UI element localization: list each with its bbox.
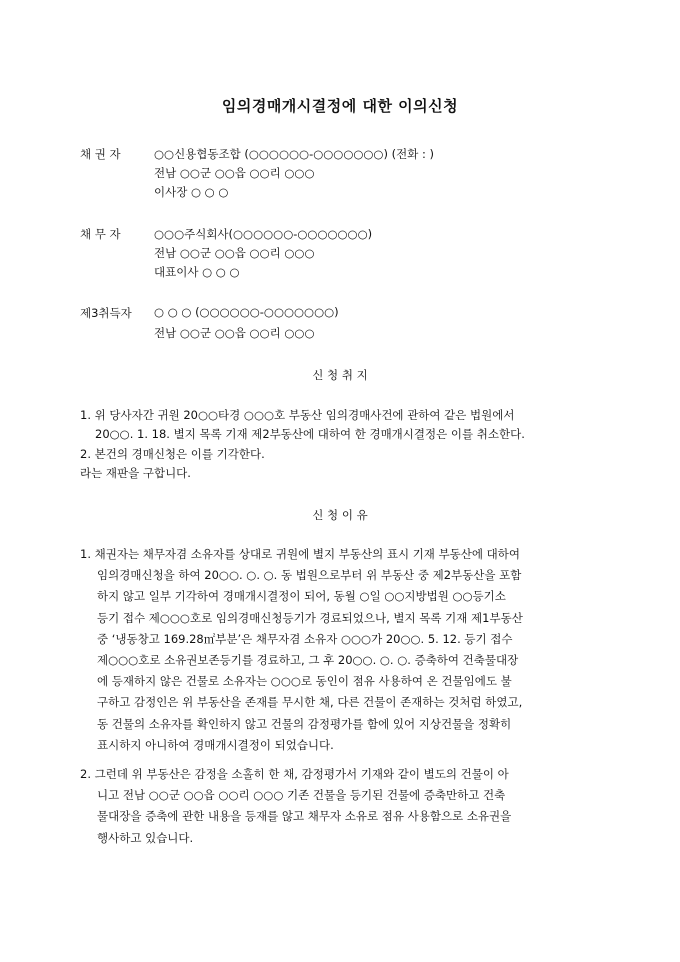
reason-2-line: 물대장을 증축에 관한 내용을 등재를 않고 채무자 소유로 점유 사용함으로 소유권을 xyxy=(97,809,512,824)
reason-1-line: 1. 채권자는 채무자겸 소유자를 상대로 귀원에 별지 부동산의 표시 기재 부동산에 대하여 xyxy=(80,547,520,561)
debtor-label: 채 무 자 xyxy=(80,227,121,241)
purpose-item-1-line-1: 1. 위 당사자간 귀원 20○○타경 ○○○호 부동산 임의경매사건에 관하여 같은 법원에서 xyxy=(80,408,515,422)
reason-1-line: 표시하지 아니하여 경매개시결정이 되었습니다. xyxy=(97,737,334,752)
reason-2-line: 행사하고 있습니다. xyxy=(97,830,194,845)
reason-2-line: 니고 전남 ○○군 ○○읍 ○○리 ○○○ 기존 건물을 등기된 건물에 증축만하고 건축 xyxy=(97,788,506,803)
debtor-representative: 대표이사 ○ ○ ○ xyxy=(154,265,240,279)
reason-1-line: 등기 접수 제○○○호로 임의경매신청등기가 경료되었으나, 별지 목록 기재 제1부동산 xyxy=(97,610,523,625)
creditor-representative: 이사장 ○ ○ ○ xyxy=(154,185,229,199)
reason-1-line: 하지 않고 일부 기각하여 경매개시결정이 되어, 동월 ○일 ○○지방법원 ○○등기소 xyxy=(97,589,506,604)
purpose-item-1-line-2: 20○○. 1. 18. 별지 목록 기재 제2부동산에 대하여 한 경매개시결정은 이를 취소한다. xyxy=(95,427,525,441)
debtor-name: ○○○주식회사(○○○○○○-○○○○○○○) xyxy=(154,227,373,241)
reason-1-line: 제○○○호로 소유권보존등기를 경료하고, 그 후 20○○. ○. ○. 증축하여 건축물대장 xyxy=(97,653,519,668)
reason-1-line: 중 ‘냉동창고 169.28㎡부분’은 채무자겸 소유자 ○○○가 20○○. 5. 12. 등기 접수 xyxy=(97,631,513,646)
reason-2 xyxy=(80,764,600,849)
creditor-name: ○○신용협동조합 (○○○○○○-○○○○○○○) (전화 : ) xyxy=(154,147,434,161)
purpose-item-2: 2. 본건의 경매신청은 이를 기각한다. xyxy=(80,447,265,461)
purpose-closing: 라는 재판을 구합니다. xyxy=(80,466,191,480)
reason-2-line: 2. 그런데 위 부동산은 감정을 소홀히 한 채, 감정평가서 기재와 같이 별도의 건물이 아 xyxy=(80,767,509,781)
reason-1-line: 임의경매신청을 하여 20○○. ○. ○. 동 법원으로부터 위 부동산 중 제2부동산을 포함 xyxy=(97,568,522,583)
document-title: 임의경매개시결정에 대한 이의신청 xyxy=(221,97,459,115)
creditor-address: 전남 ○○군 ○○읍 ○○리 ○○○ xyxy=(154,166,315,180)
reason-1-line: 동 건물의 소유자를 확인하지 않고 건물의 감정평가를 함에 있어 지상건물을 정확히 xyxy=(97,716,512,731)
creditor-label: 채 권 자 xyxy=(80,147,121,161)
reason-1 xyxy=(80,544,600,756)
reason-1-line: 에 등재하지 않은 건물로 소유자는 ○○○로 동인이 점유 사용하여 온 건물임에도 불 xyxy=(97,674,512,689)
third-acquirer-name: ○ ○ ○ (○○○○○○-○○○○○○○) xyxy=(154,305,339,319)
third-acquirer-label: 제3취득자 xyxy=(80,306,132,320)
third-acquirer-address: 전남 ○○군 ○○읍 ○○리 ○○○ xyxy=(154,326,315,340)
reasons-heading: 신 청 이 유 xyxy=(312,508,368,522)
debtor-address: 전남 ○○군 ○○읍 ○○리 ○○○ xyxy=(154,246,315,260)
purpose-heading: 신 청 취 지 xyxy=(312,368,368,382)
reason-1-line: 구하고 감정인은 위 부동산을 존재를 무시한 채, 다른 건물이 존재하는 것처럼 하였고, xyxy=(97,695,523,710)
